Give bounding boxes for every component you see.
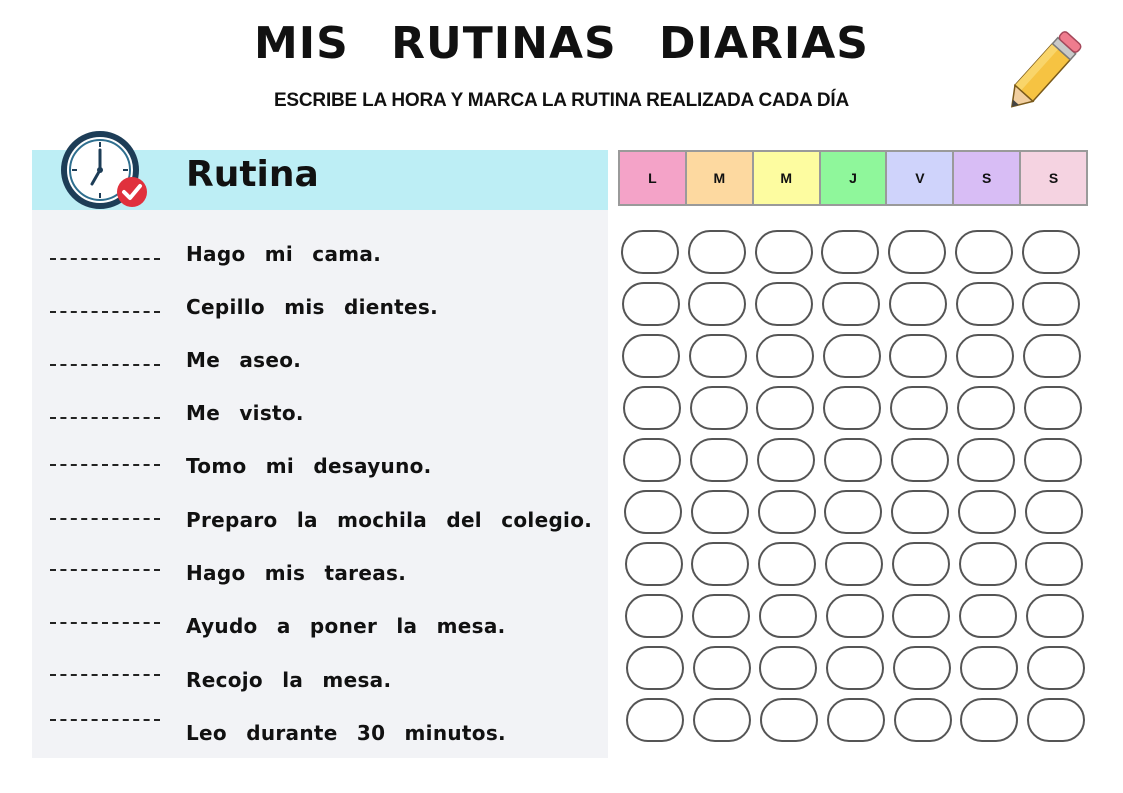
check-circle[interactable] (1024, 438, 1082, 482)
routine-row-9 (32, 662, 608, 702)
check-circle[interactable] (1025, 490, 1083, 534)
check-circle[interactable] (826, 646, 884, 690)
check-circle[interactable] (626, 646, 684, 690)
day-cell-jueves: J (821, 152, 886, 204)
day-cell-domingo: S (1021, 152, 1086, 204)
check-circle[interactable] (1027, 698, 1085, 742)
check-circle[interactable] (824, 438, 882, 482)
check-circle[interactable] (689, 334, 747, 378)
time-blank-line[interactable] (50, 464, 160, 466)
check-circle[interactable] (892, 594, 950, 638)
day-cell-miercoles: M (754, 152, 819, 204)
check-circle[interactable] (755, 282, 813, 326)
routine-row-2 (32, 289, 608, 329)
routine-label: Tomo mi desayuno. (186, 454, 432, 478)
check-circle[interactable] (759, 646, 817, 690)
routine-label: Cepillo mis dientes. (186, 295, 438, 319)
time-blank-line[interactable] (50, 719, 160, 721)
check-circle[interactable] (891, 490, 949, 534)
check-circle[interactable] (1027, 646, 1085, 690)
pencil-icon (996, 26, 1092, 116)
time-blank-line[interactable] (50, 364, 160, 366)
check-circle[interactable] (758, 542, 816, 586)
routine-row-4 (32, 395, 608, 435)
check-circle[interactable] (827, 698, 885, 742)
check-circle[interactable] (756, 334, 814, 378)
routine-row-10 (32, 715, 608, 755)
day-cell-lunes: L (620, 152, 685, 204)
check-circle[interactable] (1025, 542, 1083, 586)
time-blank-line[interactable] (50, 258, 160, 260)
check-circle[interactable] (890, 386, 948, 430)
check-circle[interactable] (626, 698, 684, 742)
check-circle[interactable] (691, 542, 749, 586)
routine-row-6 (32, 502, 608, 542)
check-circle[interactable] (957, 438, 1015, 482)
check-circle[interactable] (688, 230, 746, 274)
day-cell-sabado: S (954, 152, 1019, 204)
check-circle[interactable] (824, 490, 882, 534)
check-circle[interactable] (760, 698, 818, 742)
time-blank-line[interactable] (50, 622, 160, 624)
time-blank-line[interactable] (50, 569, 160, 571)
check-circle[interactable] (958, 490, 1016, 534)
check-circle[interactable] (889, 334, 947, 378)
check-circle[interactable] (889, 282, 947, 326)
day-cell-martes: M (687, 152, 752, 204)
routine-header (32, 150, 608, 210)
check-circle[interactable] (894, 698, 952, 742)
routine-header-label: Rutina (186, 154, 319, 195)
check-circle[interactable] (757, 438, 815, 482)
time-blank-line[interactable] (50, 417, 160, 419)
weekday-header (618, 150, 1088, 206)
check-circle[interactable] (625, 542, 683, 586)
check-circle[interactable] (891, 438, 949, 482)
check-circle[interactable] (892, 542, 950, 586)
check-circle[interactable] (825, 542, 883, 586)
routine-label: Leo durante 30 minutos. (186, 721, 506, 745)
check-circle[interactable] (755, 230, 813, 274)
check-circle[interactable] (621, 230, 679, 274)
worksheet-subtitle: ESCRIBE LA HORA Y MARCA LA RUTINA REALIZADA CADA DÍA (273, 90, 850, 111)
check-circle[interactable] (1022, 282, 1080, 326)
routine-row-8 (32, 608, 608, 648)
check-circle[interactable] (893, 646, 951, 690)
check-circle[interactable] (756, 386, 814, 430)
check-circle[interactable] (759, 594, 817, 638)
time-blank-line[interactable] (50, 311, 160, 313)
check-circle[interactable] (622, 282, 680, 326)
check-circle[interactable] (1026, 594, 1084, 638)
routine-label: Hago mi cama. (186, 242, 382, 266)
routine-label: Preparo la mochila del colegio. (186, 508, 593, 532)
routine-row-1 (32, 236, 608, 276)
time-blank-line[interactable] (50, 674, 160, 676)
routine-label: Me visto. (186, 401, 304, 425)
check-circle[interactable] (623, 438, 681, 482)
check-circle[interactable] (1022, 230, 1080, 274)
check-circle[interactable] (624, 490, 682, 534)
check-circle[interactable] (960, 646, 1018, 690)
check-circle[interactable] (693, 698, 751, 742)
check-circle[interactable] (693, 646, 751, 690)
check-circle[interactable] (959, 542, 1017, 586)
check-circle[interactable] (688, 282, 746, 326)
check-circle[interactable] (821, 230, 879, 274)
check-circle[interactable] (625, 594, 683, 638)
check-circle[interactable] (690, 438, 748, 482)
routine-row-5 (32, 448, 608, 488)
check-circle[interactable] (691, 490, 749, 534)
check-circle[interactable] (823, 386, 881, 430)
check-circle[interactable] (956, 334, 1014, 378)
check-circle[interactable] (758, 490, 816, 534)
routine-row-7 (32, 555, 608, 595)
routine-panel (32, 150, 608, 758)
check-circle[interactable] (622, 334, 680, 378)
routine-row-3 (32, 342, 608, 382)
check-circle[interactable] (690, 386, 748, 430)
routine-label: Me aseo. (186, 348, 302, 372)
day-cell-viernes: V (887, 152, 952, 204)
check-circle[interactable] (826, 594, 884, 638)
check-circle[interactable] (1023, 334, 1081, 378)
check-circle[interactable] (692, 594, 750, 638)
check-circle[interactable] (623, 386, 681, 430)
worksheet-title: MIS RUTINAS DIARIAS (254, 18, 869, 69)
check-circle[interactable] (955, 230, 1013, 274)
check-circle[interactable] (888, 230, 946, 274)
check-circle[interactable] (822, 282, 880, 326)
time-blank-line[interactable] (50, 518, 160, 520)
check-circle[interactable] (956, 282, 1014, 326)
check-circle[interactable] (960, 698, 1018, 742)
clock-check-icon (58, 130, 154, 220)
routine-label: Ayudo a poner la mesa. (186, 614, 506, 638)
check-circle[interactable] (957, 386, 1015, 430)
routine-label: Hago mis tareas. (186, 561, 407, 585)
check-circle[interactable] (1024, 386, 1082, 430)
check-circle[interactable] (959, 594, 1017, 638)
routine-label: Recojo la mesa. (186, 668, 392, 692)
check-circle[interactable] (823, 334, 881, 378)
